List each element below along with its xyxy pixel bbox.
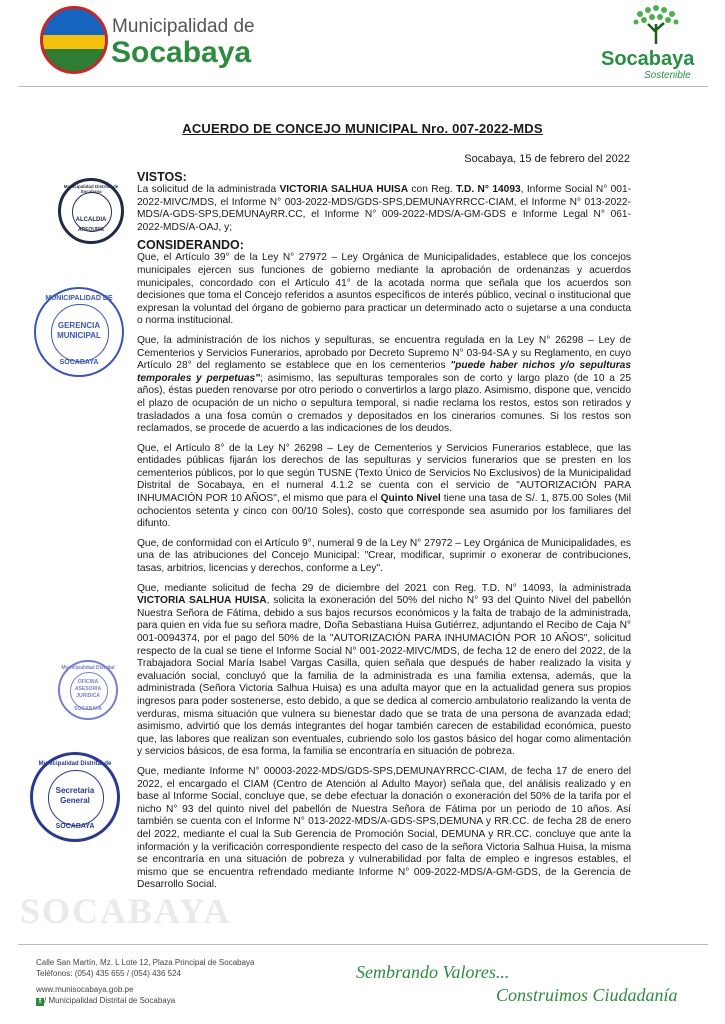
paragraph-text: tiene una tasa de S/. 1, 875.00 Soles (Mil ochocientos setenta y cinco con 00/10 Soles), costo que corresponde sea asumido por los familiares del difunto. (137, 493, 631, 530)
municipal-coat-of-arms-logo (40, 6, 108, 74)
applicant-name: VICTORIA SALHUA HUISA (137, 595, 267, 607)
vistos-text: con Reg. (408, 184, 457, 195)
document-title: ACUERDO DE CONCEJO MUNICIPAL Nro. 007-2022-MDS (182, 121, 543, 136)
considerando-paragraph-3 (137, 443, 631, 531)
brand-name: Socabaya (601, 48, 695, 70)
gerencia-seal-bottom: SOCABAYA (59, 359, 99, 366)
asesoria-juridica-seal (58, 660, 118, 720)
facebook-icon: f (36, 998, 44, 1006)
oficina-seal-line1: OFICINA (77, 679, 99, 685)
slogan-line-2: Construimos Ciudadanía (496, 985, 678, 1005)
municipality-label: Municipalidad de (112, 16, 255, 37)
vistos-paragraph (137, 184, 631, 234)
considerando-heading: CONSIDERANDO: (137, 238, 244, 253)
alcaldia-seal-place: AREQUIPA (77, 227, 105, 233)
paragraph-text: Que, mediante solicitud de fecha 29 de diciembre del 2021 con Reg. T.D. N° 14093, la administrada (137, 582, 631, 594)
applicant-name: VICTORIA SALHUA HUISA (279, 184, 409, 195)
document-body (137, 170, 631, 899)
paragraph-text: Que, la administración de los nichos y sepulturas, se encuentra regulada en la Ley N° 26298 – Ley de Cementerios y Servicios Funerarios, aprobado por Decreto Supremo N° 03-94-SA y su Reglamento, en cuyo Artículo 28° del reglamento se establece que en los cementerios (137, 334, 631, 372)
considerando-paragraph-6: Que, mediante Informe N° 00003-2022-MDS/GDS-SPS,DEMUNAYRRCC-CIAM, de fecha 17 de enero del 2022, el encargado el CIAM (Centro de Atención al Adulto Mayor) señala que, del análisis realizado y en base al Informe Social, concluye que, se debe efectuar la donación o exoneración del 50% de la tarifa por el nicho N° 93 del quinto nivel del pabellón de Nuestra Señora de Fátima por un periodo de 10 años. Así también se cuenta con el Informe N° 013-2022-MDS/A-GDS-SPS,DEMUNA y RR.CC. de fecha 28 de enero del 2022, mediante el cual la Sub Gerencia de Promoción Social, DEMUNA y RR.CC. concluye que ante la información y la verificación correspondiente respecto del caso de la señora Victoria Salhua Huisa, la misma se encontraría en una situación de pobreza y vulnerabilidad por falta de empleo e ingresos estables, el mismo que se encuentra refrendado mediante Informe N° 009-2022-MDS/A-GM-GDS, de la Gerencia de Desarrollo Social. (137, 765, 631, 891)
alcaldia-seal-label: ALCALDIA (75, 217, 107, 223)
secretaria-seal-bottom: SOCABAYA (55, 823, 95, 830)
footer-website[interactable]: www.munisocabaya.gob.pe (36, 985, 134, 994)
slogan-line-1: Sembrando Valores... (356, 962, 510, 982)
sostenible-tree-logo (626, 4, 686, 48)
paragraph-text: Que, el Artículo 8° de la Ley N° 26298 – Ley de Cementerios y Servicios Funerarios establece, que las entidades públicas fijarán los derechos de las sepulturas y servicios funerarios que se presten en los cementerios públicos, por lo que según TUSNE (Texto Único de Servicios No Exclusivos) de la Municipalidad Distrital de Socabaya, en el numeral 4.1.2 se cuenta con el servicio de "AUTORIZACIÓN PARA INHUMACIÓN POR 10 AÑOS", el mismo que para el (137, 442, 631, 505)
municipality-name: Socabaya (111, 36, 252, 69)
paragraph-text: ; asimismo, las sepulturas temporales son de corto y largo plazo (de 10 a 25 años), éstas pueden renovarse por otro periodo o convertirlos a largo plazo. Asimismo, dispone que, vencido el plazo de ocupación de un nicho o sepultura temporal, si nadie reclama los restos, estos son retirados y trasladados a una fosa común o cremados y depositados en los cinerarios comunes. Si los restos son reclamados, se procede de acuerdo a las indicaciones de los deudos. (137, 372, 631, 435)
secretaria-general-seal (30, 752, 120, 842)
footer-phones: Teléfonos: (054) 435 655 / (054) 436 524 (36, 969, 181, 978)
considerando-paragraph-4: Que, de conformidad con el Artículo 9°, numeral 9 de la Ley N° 27972 – Ley Orgánica de Municipalidades, es una de las atribuciones del Concejo Municipal: "Crear, modificar, suprimir o exonerar de contribuciones, tasas, arbitrios, licencias y derechos, conforme a Ley". (137, 537, 631, 575)
oficina-seal-bottom: SOCABAYA (74, 706, 102, 712)
alcaldia-seal-ring-text: Municipalidad Distrital de Socabaya (63, 184, 119, 194)
registry-number: T.D. N° 14093 (456, 184, 521, 195)
vistos-text: La solicitud de la administrada (137, 184, 280, 195)
gerencia-municipal-seal (34, 287, 124, 377)
oficina-seal-line3: JURIDICA (76, 693, 100, 699)
footer-address: Calle San Martín, Mz. L Lote 12, Plaza Principal de Socabaya (36, 958, 255, 967)
gerencia-seal-line2: MUNICIPAL (57, 331, 101, 340)
quinto-nivel-label: Quinto Nivel (380, 493, 441, 505)
document-date: Socabaya, 15 de febrero del 2022 (464, 153, 630, 165)
brand-subtitle: Sostenible (644, 70, 691, 81)
footer-divider (18, 944, 708, 945)
vistos-heading: VISTOS: (137, 170, 187, 184)
secretaria-seal-line2: General (60, 796, 90, 805)
considerando-paragraph-2 (137, 335, 631, 436)
footer-social-text: / Municipalidad Distrital de Socabaya (44, 996, 176, 1005)
alcaldia-seal (58, 178, 124, 244)
header-divider (18, 86, 708, 87)
footer-social (36, 996, 175, 1007)
gerencia-seal-line1: GERENCIA (57, 321, 101, 330)
oficina-seal-line2: ASESORIA (74, 686, 102, 692)
paragraph-text: , solicita la exoneración del 50% del nicho N° 93 del Quinto Nivel del pabellón Nuestra Señora de Fátima, debido a sus bajos recursos económicos y la falta de trabajo de la administrada, para quien en vida fue su señora madre, Doña Sebastiana Huisa Gutiérrez, adjuntando el Recibo de Caja N° 001-0094374, por el pago del 50% de la "AUTORIZACIÓN PARA INHUMACIÓN POR 10 AÑOS", solicitud respecto de la cual se tiene el Informe Social N° 001-2022-MIVC/MDS, de fecha 12 de enero del 2022, de la Trabajadora Social María Isabel Vargas Casilla, quien señala que después de haber realizado la visita y evaluación social, concluyó que la familia de la administrada es una familia extensa, además, que la administrada (Señora Victoria Salhua Huisa) es una adulta mayor que en la actualidad genera sus propios ingresos para poder sostenerse, esto debido, a que se dedica al comercio ambulatorio realizando la venta de verduras, misma situación que vulnera su bienestar dado que se trata de una persona de avanzada edad; asimismo, advirtió que los demás integrantes del hogar también carecen de estabilidad económica, puesto que, las labores que realizan son eventuales, cubriendo solo los gastos básico del hogar como alimentación y servicios básicos, de esa forma, la familia se encontraría en situación de pobreza. (137, 595, 631, 758)
secretaria-seal-line1: Secretaria (55, 786, 95, 795)
secretaria-seal-ring-text: Municipalidad Distrital de (38, 761, 112, 767)
considerando-paragraph-5 (137, 583, 631, 759)
considerando-paragraph-1: Que, el Artículo 39° de la Ley N° 27972 – Ley Orgánica de Municipalidades, establece que los concejos municipales ejercen sus funciones de gobierno mediante la aprobación de ordenanzas y acuerdos municipales, concordado con el Artículo 41° de la acotada norma que señala que los acuerdos son decisiones que toma el Concejo referidos a asuntos específicos de interés público, vecinal o institucional que expresan la voluntad del órgano de gobierno para practicar un determinado acto o sujetarse a una conducta o norma institucional. (137, 252, 631, 327)
gerencia-seal-ring-text: MUNICIPALIDAD DE (45, 295, 113, 302)
watermark: SOCABAYA (20, 891, 232, 931)
oficina-seal-ring-text: Municipalidad Distrital (61, 665, 115, 671)
vistos-text: , Informe Social N° 001-2022-MIVC/MDS, el Informe N° 003-2022-MDS/GDS-SPS,DEMUNAYRRCC-CIAM, el Informe N° 013-2022-MDS/A-GDS-SPS,DEMUNAyRR.CC, el Informe N° 009-2022-MDS/A-GM-GDS e Informe Legal N° 061-2022-MDS/A-OAJ, y; (137, 184, 632, 233)
quoted-regulation: "puede haber nichos y/o sepulturas temporales y perpetuas" (137, 360, 631, 384)
